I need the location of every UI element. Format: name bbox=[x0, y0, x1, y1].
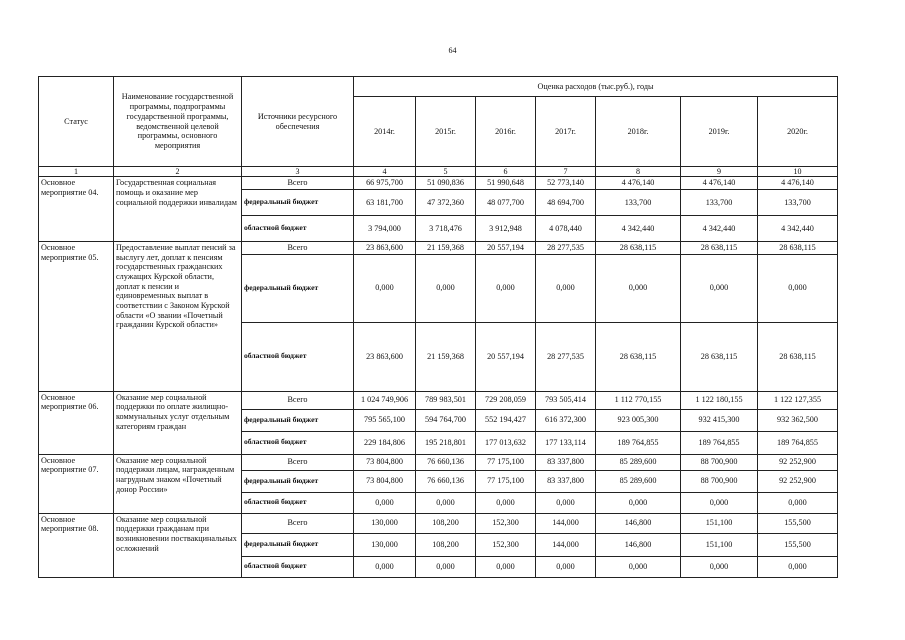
value-cell: 28 638,115 bbox=[681, 242, 758, 255]
row-status: Основное мероприятие 08. bbox=[39, 513, 114, 577]
value-cell: 3 718,476 bbox=[416, 216, 476, 242]
value-cell: 146,800 bbox=[596, 513, 681, 533]
row-source: Всего bbox=[242, 513, 354, 533]
row-source: федеральный бюджет bbox=[242, 409, 354, 431]
column-number: 8 bbox=[596, 167, 681, 177]
value-cell: 923 005,300 bbox=[596, 409, 681, 431]
row-status: Основное мероприятие 05. bbox=[39, 242, 114, 392]
header-year: 2015г. bbox=[416, 97, 476, 167]
value-cell: 0,000 bbox=[416, 492, 476, 513]
value-cell: 932 415,300 bbox=[681, 409, 758, 431]
row-status: Основное мероприятие 06. bbox=[39, 391, 114, 454]
value-cell: 594 764,700 bbox=[416, 409, 476, 431]
value-cell: 0,000 bbox=[681, 492, 758, 513]
header-name: Наименование государственной программы, подпрограммы государственной программы, ведомственной целевой программы, основного мероприятия bbox=[114, 77, 242, 167]
value-cell: 789 983,501 bbox=[416, 391, 476, 409]
value-cell: 0,000 bbox=[758, 556, 838, 577]
value-cell: 133,700 bbox=[681, 190, 758, 216]
value-cell: 21 159,368 bbox=[416, 242, 476, 255]
row-source: областной бюджет bbox=[242, 492, 354, 513]
column-number: 2 bbox=[114, 167, 242, 177]
header-year: 2018г. bbox=[596, 97, 681, 167]
value-cell: 0,000 bbox=[416, 556, 476, 577]
value-cell: 0,000 bbox=[596, 254, 681, 322]
value-cell: 0,000 bbox=[476, 492, 536, 513]
value-cell: 28 277,535 bbox=[536, 322, 596, 391]
value-cell: 229 184,806 bbox=[354, 431, 416, 454]
value-cell: 177 013,632 bbox=[476, 431, 536, 454]
row-source: областной бюджет bbox=[242, 216, 354, 242]
page-number: 64 bbox=[448, 46, 457, 55]
value-cell: 1 122 180,155 bbox=[681, 391, 758, 409]
table-row bbox=[39, 454, 838, 470]
value-cell: 23 863,600 bbox=[354, 242, 416, 255]
table-row bbox=[39, 177, 838, 190]
row-status: Основное мероприятие 04. bbox=[39, 177, 114, 242]
value-cell: 0,000 bbox=[681, 556, 758, 577]
value-cell: 51 990,648 bbox=[476, 177, 536, 190]
header-year: 2017г. bbox=[536, 97, 596, 167]
table-row bbox=[39, 513, 838, 533]
value-cell: 23 863,600 bbox=[354, 322, 416, 391]
row-status: Основное мероприятие 07. bbox=[39, 454, 114, 513]
value-cell: 77 175,100 bbox=[476, 470, 536, 492]
value-cell: 3 912,948 bbox=[476, 216, 536, 242]
value-cell: 133,700 bbox=[758, 190, 838, 216]
row-source: областной бюджет bbox=[242, 431, 354, 454]
value-cell: 1 024 749,906 bbox=[354, 391, 416, 409]
value-cell: 63 181,700 bbox=[354, 190, 416, 216]
row-source: федеральный бюджет bbox=[242, 533, 354, 556]
value-cell: 28 638,115 bbox=[758, 242, 838, 255]
column-number: 7 bbox=[536, 167, 596, 177]
value-cell: 151,100 bbox=[681, 533, 758, 556]
value-cell: 66 975,700 bbox=[354, 177, 416, 190]
value-cell: 85 289,600 bbox=[596, 454, 681, 470]
header-status: Статус bbox=[39, 77, 114, 167]
row-source: областной бюджет bbox=[242, 322, 354, 391]
value-cell: 0,000 bbox=[596, 492, 681, 513]
value-cell: 0,000 bbox=[354, 492, 416, 513]
value-cell: 52 773,140 bbox=[536, 177, 596, 190]
value-cell: 76 660,136 bbox=[416, 454, 476, 470]
row-source: Всего bbox=[242, 242, 354, 255]
value-cell: 0,000 bbox=[758, 492, 838, 513]
header-year: 2019г. bbox=[681, 97, 758, 167]
value-cell: 76 660,136 bbox=[416, 470, 476, 492]
value-cell: 20 557,194 bbox=[476, 322, 536, 391]
value-cell: 195 218,801 bbox=[416, 431, 476, 454]
value-cell: 4 342,440 bbox=[681, 216, 758, 242]
column-number: 3 bbox=[242, 167, 354, 177]
value-cell: 0,000 bbox=[354, 254, 416, 322]
value-cell: 0,000 bbox=[536, 492, 596, 513]
value-cell: 932 362,500 bbox=[758, 409, 838, 431]
value-cell: 616 372,300 bbox=[536, 409, 596, 431]
value-cell: 0,000 bbox=[476, 556, 536, 577]
value-cell: 28 638,115 bbox=[596, 322, 681, 391]
value-cell: 130,000 bbox=[354, 533, 416, 556]
value-cell: 92 252,900 bbox=[758, 454, 838, 470]
value-cell: 1 112 770,155 bbox=[596, 391, 681, 409]
value-cell: 108,200 bbox=[416, 513, 476, 533]
value-cell: 4 078,440 bbox=[536, 216, 596, 242]
value-cell: 28 638,115 bbox=[681, 322, 758, 391]
value-cell: 48 694,700 bbox=[536, 190, 596, 216]
column-number: 5 bbox=[416, 167, 476, 177]
header-year: 2020г. bbox=[758, 97, 838, 167]
row-source: областной бюджет bbox=[242, 556, 354, 577]
value-cell: 144,000 bbox=[536, 513, 596, 533]
value-cell: 77 175,100 bbox=[476, 454, 536, 470]
value-cell: 21 159,368 bbox=[416, 322, 476, 391]
value-cell: 0,000 bbox=[758, 254, 838, 322]
value-cell: 152,300 bbox=[476, 513, 536, 533]
value-cell: 4 476,140 bbox=[681, 177, 758, 190]
value-cell: 3 794,000 bbox=[354, 216, 416, 242]
value-cell: 144,000 bbox=[536, 533, 596, 556]
value-cell: 130,000 bbox=[354, 513, 416, 533]
value-cell: 152,300 bbox=[476, 533, 536, 556]
value-cell: 0,000 bbox=[596, 556, 681, 577]
value-cell: 793 505,414 bbox=[536, 391, 596, 409]
header-sources: Источники ресурсного обеспечения bbox=[242, 77, 354, 167]
value-cell: 177 133,114 bbox=[536, 431, 596, 454]
header-year: 2016г. bbox=[476, 97, 536, 167]
value-cell: 189 764,855 bbox=[758, 431, 838, 454]
value-cell: 0,000 bbox=[681, 254, 758, 322]
value-cell: 73 804,800 bbox=[354, 470, 416, 492]
value-cell: 4 342,440 bbox=[596, 216, 681, 242]
expenditure-table bbox=[38, 76, 838, 578]
value-cell: 28 638,115 bbox=[596, 242, 681, 255]
value-cell: 73 804,800 bbox=[354, 454, 416, 470]
value-cell: 28 277,535 bbox=[536, 242, 596, 255]
value-cell: 155,500 bbox=[758, 533, 838, 556]
value-cell: 51 090,836 bbox=[416, 177, 476, 190]
value-cell: 4 476,140 bbox=[596, 177, 681, 190]
value-cell: 552 194,427 bbox=[476, 409, 536, 431]
value-cell: 83 337,800 bbox=[536, 454, 596, 470]
row-program-name: Государственная социальная помощь и оказание мер социальной поддержки инвалидам bbox=[114, 177, 242, 242]
row-source: Всего bbox=[242, 391, 354, 409]
value-cell: 88 700,900 bbox=[681, 470, 758, 492]
value-cell: 0,000 bbox=[416, 254, 476, 322]
value-cell: 0,000 bbox=[536, 556, 596, 577]
value-cell: 133,700 bbox=[596, 190, 681, 216]
row-source: Всего bbox=[242, 177, 354, 190]
column-number: 4 bbox=[354, 167, 416, 177]
column-number: 10 bbox=[758, 167, 838, 177]
value-cell: 4 476,140 bbox=[758, 177, 838, 190]
value-cell: 151,100 bbox=[681, 513, 758, 533]
value-cell: 4 342,440 bbox=[758, 216, 838, 242]
header-year: 2014г. bbox=[354, 97, 416, 167]
row-program-name: Предоставление выплат пенсий за выслугу лет, доплат к пенсиям государственных гражданских служащих Курской области, доплат к пенсии и единовременных выплат в соответствии с Законом Курской области «О звании «Почетный гражданин Курской области» bbox=[114, 242, 242, 392]
value-cell: 795 565,100 bbox=[354, 409, 416, 431]
row-source: федеральный бюджет bbox=[242, 254, 354, 322]
value-cell: 108,200 bbox=[416, 533, 476, 556]
column-number: 9 bbox=[681, 167, 758, 177]
value-cell: 83 337,800 bbox=[536, 470, 596, 492]
table-row bbox=[39, 242, 838, 255]
value-cell: 155,500 bbox=[758, 513, 838, 533]
row-source: федеральный бюджет bbox=[242, 190, 354, 216]
row-program-name: Оказание мер социальной поддержки по оплате жилищно-коммунальных услуг отдельным категориям граждан bbox=[114, 391, 242, 454]
column-number: 6 bbox=[476, 167, 536, 177]
value-cell: 0,000 bbox=[476, 254, 536, 322]
value-cell: 92 252,900 bbox=[758, 470, 838, 492]
column-number: 1 bbox=[39, 167, 114, 177]
value-cell: 28 638,115 bbox=[758, 322, 838, 391]
value-cell: 85 289,600 bbox=[596, 470, 681, 492]
value-cell: 189 764,855 bbox=[681, 431, 758, 454]
value-cell: 0,000 bbox=[536, 254, 596, 322]
value-cell: 1 122 127,355 bbox=[758, 391, 838, 409]
row-source: Всего bbox=[242, 454, 354, 470]
row-program-name: Оказание мер социальной поддержки лицам, награжденным нагрудным знаком «Почетный донор России» bbox=[114, 454, 242, 513]
value-cell: 47 372,360 bbox=[416, 190, 476, 216]
value-cell: 20 557,194 bbox=[476, 242, 536, 255]
value-cell: 146,800 bbox=[596, 533, 681, 556]
table-body bbox=[39, 177, 838, 577]
value-cell: 48 077,700 bbox=[476, 190, 536, 216]
table-row bbox=[39, 391, 838, 409]
value-cell: 88 700,900 bbox=[681, 454, 758, 470]
value-cell: 729 208,059 bbox=[476, 391, 536, 409]
header-estimate: Оценка расходов (тыс.руб.), годы bbox=[354, 77, 838, 97]
row-program-name: Оказание мер социальной поддержки гражданам при возникновении поствакцинальных осложнений bbox=[114, 513, 242, 577]
row-source: федеральный бюджет bbox=[242, 470, 354, 492]
value-cell: 189 764,855 bbox=[596, 431, 681, 454]
value-cell: 0,000 bbox=[354, 556, 416, 577]
